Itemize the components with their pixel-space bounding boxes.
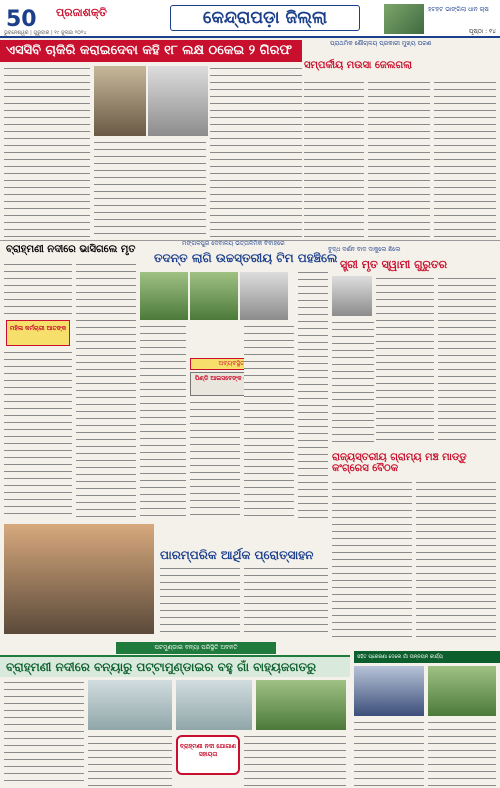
teaser-headline[interactable]: ହଟହଟ ଭାଙ୍ଗିଲା ଧାନ ଚାଷ [428, 6, 489, 13]
right-strip-headline[interactable]: ସହିତ ପ୍ରେରଣା ଦେଲେ ଗାଁ ଉନ୍ନୟନ କାର୍ଯ୍ୟ [354, 651, 500, 663]
article-column [210, 66, 302, 238]
flood-photo [88, 680, 172, 730]
mid-box: ପିଣ୍ଡି ଆଇସବେଙ୍କ ଦେବାଳୟ ପାଦରେ [190, 372, 290, 396]
mid-kicker: ଅବ୍ୟବସ୍ଥିତ ଆବାସ [190, 358, 290, 370]
flood-headline[interactable]: ବ୍ରାହ୍ମଣୀ ନଦୀରେ ବନ୍ୟାରୁ ପଟ୍ଟାମୁଣ୍ଡାଇର ବହୁ ଗାଁ ବାହ୍ୟଜଗତରୁ ବିଚ୍ଛିନ୍ନ [0, 655, 350, 677]
flood-photo [256, 680, 346, 730]
article-column [434, 80, 496, 238]
swami-kicker: ବୁଦ୍ଧ ଦର୍ଶନ ବାଦ ଦାକୁଲେ ଛିଲେ [328, 246, 401, 253]
article-column [94, 140, 206, 238]
article-column [4, 350, 72, 520]
highlight-box: ମହିଳା କର୍ମଚାରୀ ଆତଙ୍କ [6, 320, 70, 346]
district-title: କେନ୍ଦ୍ରାପଡ଼ା ଜିଲ୍ଲା [170, 5, 360, 31]
odaha-kicker: ମଙ୍ଗଳପୁର ଦେବାଳୟ ଭତ୍ତାଳିମିକ ବିବାହରେ [182, 240, 285, 247]
page-number: ପୃଷ୍ଠା : ୧୪ [468, 28, 496, 35]
article-column [368, 80, 430, 238]
article-column [428, 720, 496, 786]
newspaper-brand: ପ୍ରଜାଶକ୍ତି [56, 6, 107, 19]
ceremony-photo [4, 524, 154, 634]
meeting-photo [354, 666, 424, 716]
flood-kicker: ପଟମୁଣ୍ଡାଇ ବନ୍ୟା ପରିସ୍ଥିତି ଅବନତି [116, 642, 276, 654]
meeting-photo [428, 666, 496, 716]
odaha-headline[interactable]: ତଦନ୍ତ ଲାଗି ଉଚ୍ଚସ୍ତରୀୟ ଟିମ ପହଞ୍ଚିଲେ [154, 251, 338, 265]
sampark-kicker: ପ୍ରାଥମିକ ଶୌଚାଳୟ ପ୍ରକାରୀ ମୁଖ୍ୟ ଘରଣ [330, 40, 432, 47]
flood-photo [176, 680, 252, 730]
article-column [190, 400, 240, 520]
teaser-photo [384, 4, 424, 34]
masthead [0, 0, 500, 38]
article-column [244, 734, 346, 786]
article-column [4, 66, 90, 238]
article-column [438, 276, 496, 446]
police-photo [94, 66, 146, 136]
article-column [4, 680, 84, 786]
article-column [298, 270, 328, 520]
paribar-headline[interactable]: ପାରମ୍ପରିକ ଆର୍ଥିକ ପ୍ରୋତ୍ସାହନ [160, 548, 314, 562]
article-column [76, 262, 136, 520]
article-column [416, 480, 496, 640]
inspection-photo [140, 272, 188, 320]
article-column [4, 262, 72, 318]
flood-callout: ବ୍ରାହ୍ମଣୀ ନଦୀ ଯୋଗାଣ ସହାୟତା [176, 735, 240, 775]
swami-headline[interactable]: ସ୍ତ୍ରୀ ମୃତ ସ୍ୱାମୀ ଗୁରୁତର [340, 258, 448, 271]
article-column [354, 720, 424, 786]
article-column [160, 566, 240, 638]
sampark-headline[interactable]: ସମ୍ପର୍କୀୟ ମଉସା ଜେଲଗଲା [304, 60, 413, 71]
article-column [140, 324, 186, 520]
article-column [304, 80, 364, 238]
article-column [244, 566, 328, 638]
svg-text:50: 50 [6, 7, 37, 32]
victim-photo [332, 276, 372, 316]
inspection-photo [240, 272, 288, 320]
article-column [376, 276, 434, 446]
dateline: ଭୁବନେଶ୍ୱର | ଗୁରୁବାର | ୧୯ ଜୁଲାଇ ୨୦୨୪ [4, 30, 87, 36]
article-column [244, 324, 294, 520]
article-column [332, 320, 374, 446]
brahmani-headline[interactable]: ବ୍ରାହ୍ମଣୀ ନଦୀରେ ଭାସିଗଲେ ମୃତ [6, 244, 136, 255]
article-column [88, 734, 172, 786]
inspection-photo [190, 272, 238, 320]
arrest-photo [148, 66, 208, 136]
top-headline-band[interactable]: ଏସସିବି ଚାକିରି କରାଇଦେବା କହି ୧୮ ଲକ୍ଷ ଠକେଇ ୨ ଗିରଫ [0, 40, 302, 62]
congress-headline[interactable]: ରାଜ୍ୟସ୍ତରୀୟ ଗ୍ରାମ୍ୟ ମଞ୍ଚ ମାଡ୍ଡୁ କଂଗ୍ରେସ ବୈଠକ [332, 452, 467, 474]
